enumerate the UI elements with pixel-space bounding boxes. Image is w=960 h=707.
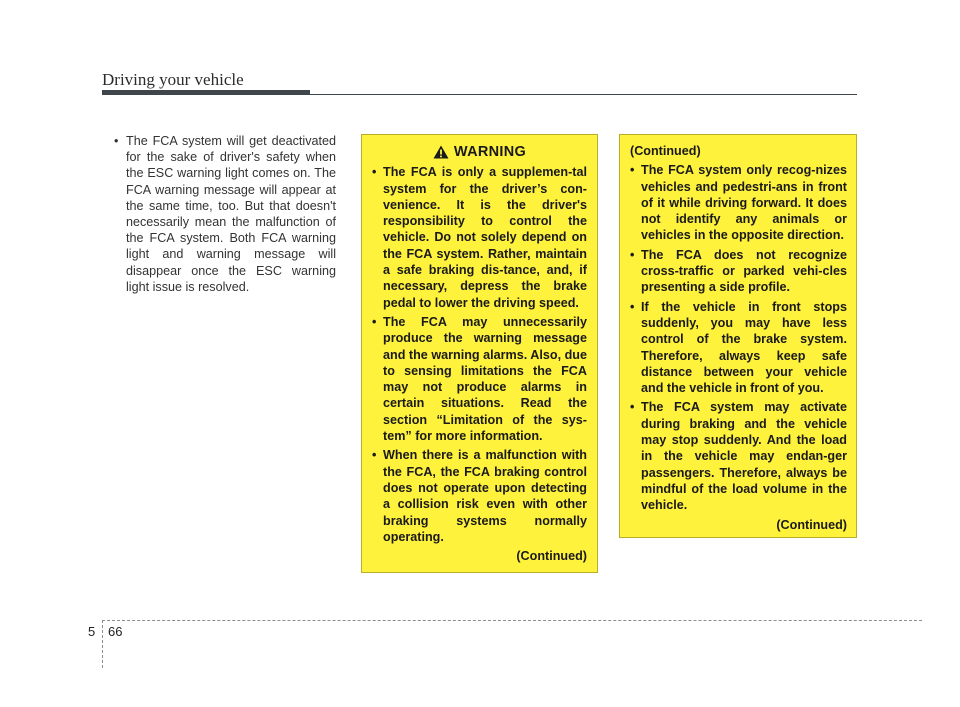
warning-heading — [372, 144, 587, 160]
warning-triangle-icon — [433, 145, 449, 159]
warning-list — [372, 164, 587, 545]
footer-dashed-divider — [102, 620, 103, 668]
warning-item: • The FCA system only recog-nizes vehicles and pedestri-ans in front of it while driving forward. It does not identify any animals or vehicles in the opposite direction. — [630, 162, 847, 243]
warning-item: • The FCA system may activate during braking and the vehicle may stop suddenly. And the load in the vehicle may endan-ger passengers. Therefore, always be mindful of the load volume in the vehicle. — [630, 399, 847, 513]
warning-continued-box — [619, 134, 857, 538]
warning-continued-list — [630, 162, 847, 513]
chapter-number: 5 — [88, 624, 96, 639]
warning-box — [361, 134, 598, 573]
continued-label: (Continued) — [776, 517, 847, 532]
continued-top-label: (Continued) — [630, 144, 701, 158]
header-rule-thin — [310, 94, 857, 95]
warning-title: WARNING — [453, 144, 527, 160]
warning-item: • The FCA does not recognize cross-traffic or parked vehi-cles presenting a side profile. — [630, 247, 847, 296]
continued-label: (Continued) — [516, 549, 587, 564]
page-number: 66 — [108, 624, 123, 639]
section-header-title: Driving your vehicle — [102, 70, 244, 89]
footer-dashed-rule — [102, 620, 922, 621]
warning-item: • The FCA may unnecessarily produce the warning message and the warning alarms. Also, due to sensing limitations the FCA may not produce alarms in certain situations. Read the section “Limitation of the sys-tem” for more information. — [372, 314, 587, 444]
header-rule-thick — [102, 90, 310, 95]
intro-text-column — [114, 133, 336, 295]
intro-bullet: • The FCA system will get deactivated for the sake of driver's safety when the ESC warning light comes on. The FCA warning message will appear at the same time, too. But that doesn't necessarily mean the malfunction of the FCA system. Both FCA warning light and warning message will disappear once the ESC warning light issue is resolved. — [114, 133, 336, 295]
warning-item: • The FCA is only a supplemen-tal system for the driver’s con-venience. It is the driver's responsibility to control the vehicle. Do not solely depend on the FCA system. Rather, maintain a safe braking dis-tance, and, if necessary, depress the brake pedal to lower the driving speed. — [372, 164, 587, 311]
warning-item: • If the vehicle in front stops suddenly, you may have less control of the brake system. Therefore, always keep safe distance between your vehicle and the vehicle in front of you. — [630, 299, 847, 397]
warning-item: • When there is a malfunction with the FCA, the FCA braking control does not operate upon detecting a collision risk even with other braking systems normally operating. — [372, 447, 587, 545]
